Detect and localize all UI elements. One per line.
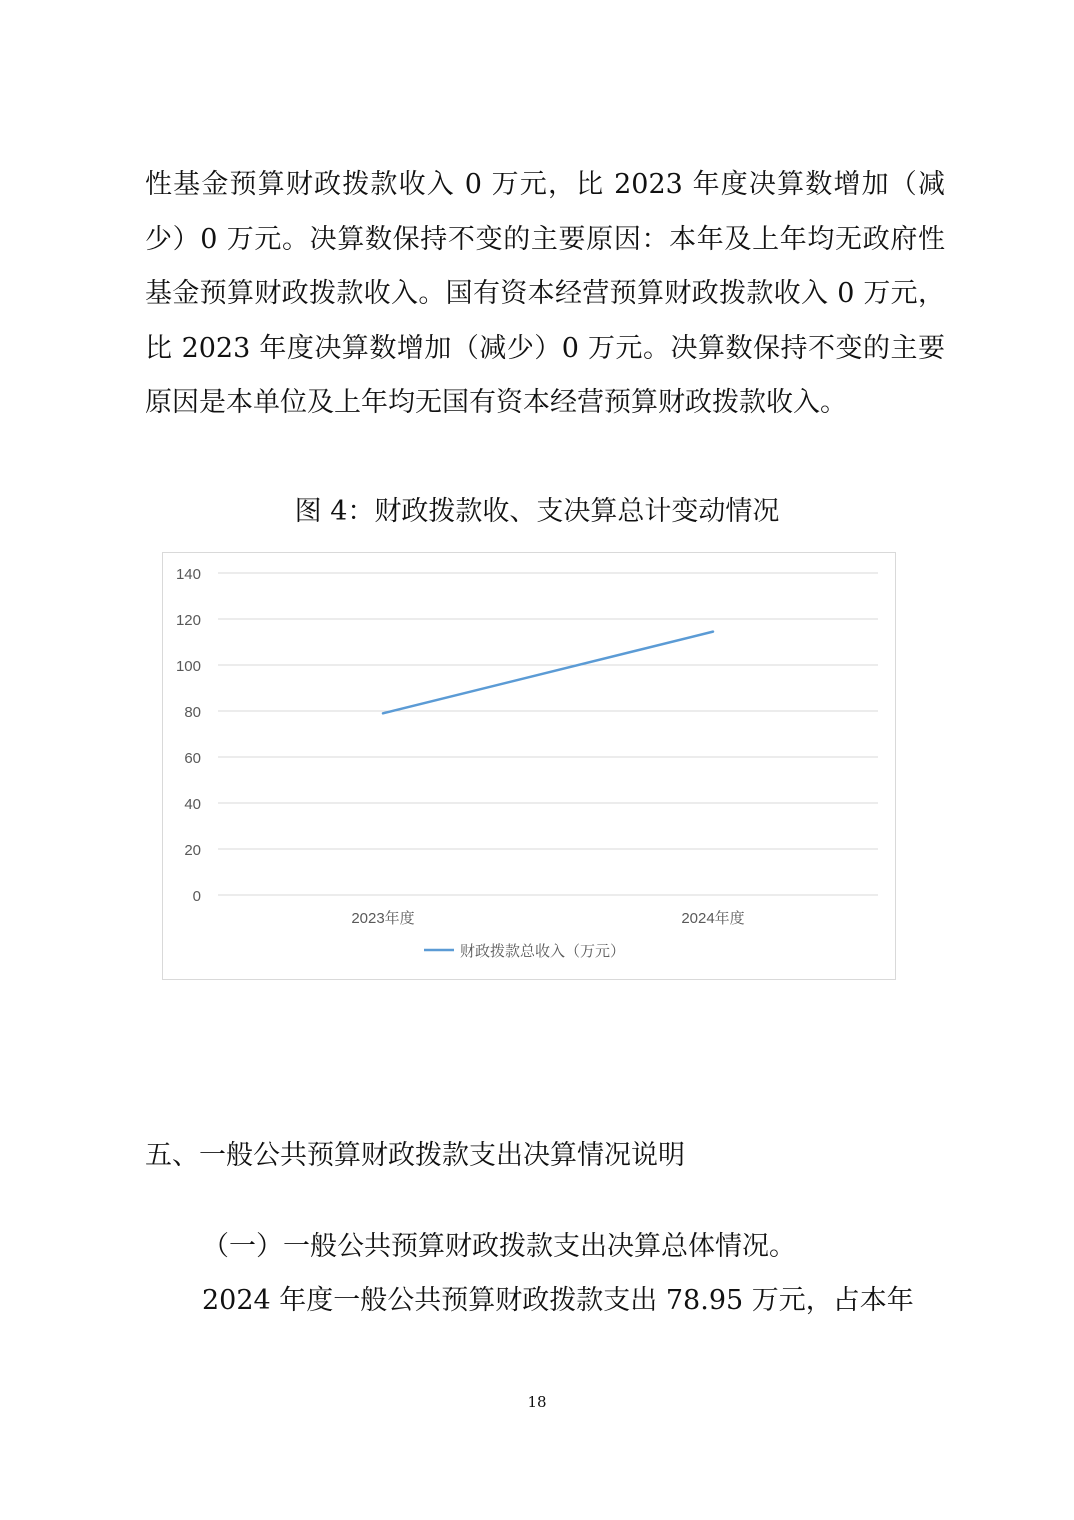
section-heading: 五、一般公共预算财政拨款支出决算情况说明 <box>145 1140 685 1171</box>
line-chart <box>162 552 896 980</box>
y-tick-label: 80 <box>184 704 201 721</box>
y-tick-label: 0 <box>192 888 201 905</box>
y-tick-label: 140 <box>175 566 201 583</box>
body-line: 2024 年度一般公共预算财政拨款支出 78.95 万元，占本年 <box>202 1285 914 1316</box>
x-tick-label: 2024年度 <box>681 910 745 927</box>
legend-label: 财政拨款总收入（万元） <box>460 943 626 960</box>
page-number: 18 <box>527 1393 547 1411</box>
series-line <box>383 632 713 714</box>
x-tick-label: 2023年度 <box>351 910 415 927</box>
y-tick-label: 120 <box>175 612 201 629</box>
y-tick-label: 100 <box>175 658 201 675</box>
chart-canvas <box>163 553 897 981</box>
y-tick-label: 40 <box>184 796 201 813</box>
sub-heading: （一）一般公共预算财政拨款支出决算总体情况。 <box>202 1231 796 1262</box>
y-tick-label: 20 <box>184 842 201 859</box>
body-paragraph: 性基金预算财政拨款收入 0 万元，比 2023 年度决算数增加（减少）0 万元。决算数保持不变的主要原因：本年及上年均无政府性基金预算财政拨款收入。国有资本经营预算财政拨款收入 0 万元，比 2023 年度决算数增加（减少）0 万元。决算数保持不变的主要原因是本单位及上年均无国有资本经营预算财政拨款收入。 <box>145 169 945 418</box>
y-tick-label: 60 <box>184 750 201 767</box>
figure-caption: 图 4：财政拨款收、支决算总计变动情况 <box>294 496 780 527</box>
